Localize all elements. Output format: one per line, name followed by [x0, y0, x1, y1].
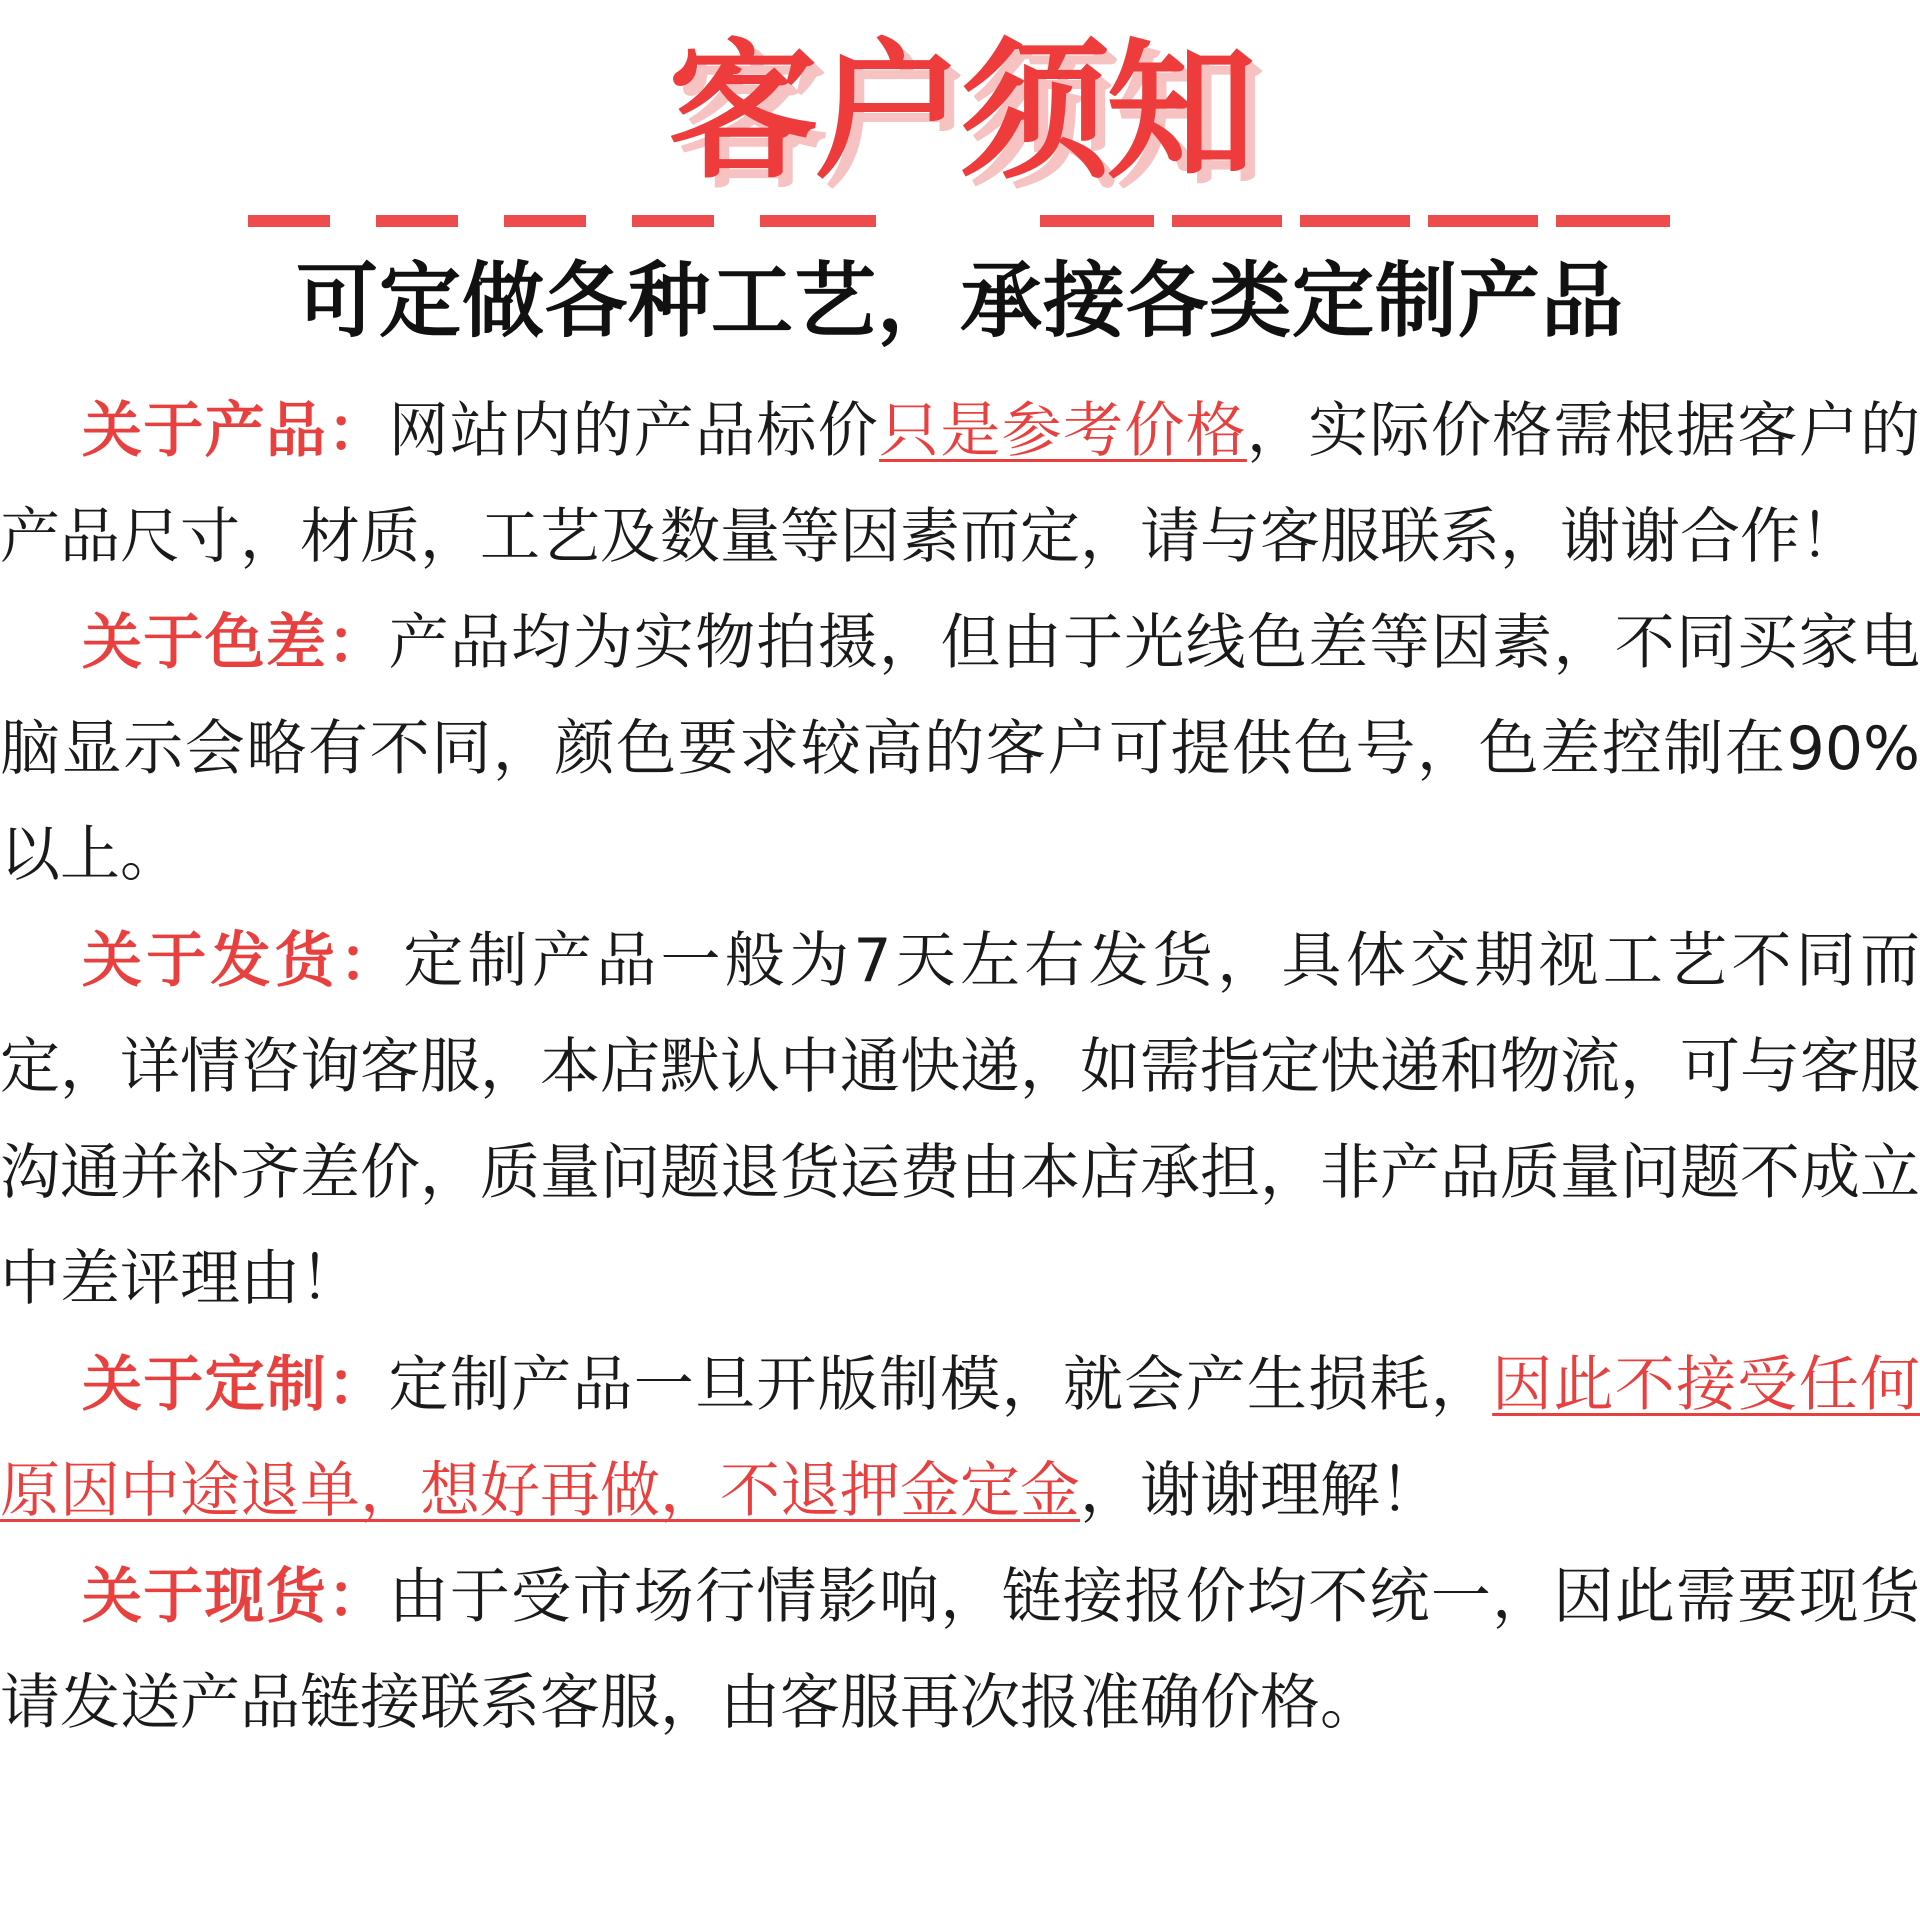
notice-section-product: [0, 378, 1920, 590]
title-divider-dash: [1172, 215, 1282, 227]
title-divider-dash: [1040, 215, 1154, 227]
notice-section-color-difference: [0, 590, 1920, 908]
section-text: 产品均为实物拍摄，但由于光线色差等因素，不同买家电脑显示会略有不同，颜色要求较高的客户可提供色号，色差控制在90%以上。: [0, 608, 1920, 890]
section-highlight: 只是参考价格: [879, 396, 1247, 466]
title-divider-dash: [504, 215, 586, 227]
section-text: 网站内的产品标价: [388, 396, 880, 466]
title-divider-dash: [632, 215, 714, 227]
title-divider-dash: [376, 215, 458, 227]
section-highlight: 因此不接受任何原因中途退单，想好再做，不退押金定金: [0, 1350, 1920, 1526]
notice-body: [0, 378, 1920, 1756]
notice-section-in-stock: [0, 1544, 1920, 1756]
title-divider-dash: [248, 215, 330, 227]
section-label: 关于定制：: [82, 1350, 389, 1420]
section-text: 定制产品一般为7天左右发货，具体交期视工艺不同而定，详情咨询客服，本店默认中通快递，如需指定快递和物流，可与客服沟通并补齐差价，质量问题退货运费由本店承担，非产品质量问题不成立中差评理由！: [0, 926, 1920, 1314]
title-divider-dash: [760, 215, 876, 227]
section-label: 关于色差：: [82, 608, 389, 678]
section-text: ，实际价格需根据客户的产品尺寸，材质，工艺及数量等因素而定，请与客服联系，谢谢合作！: [0, 396, 1920, 572]
title-divider-dash: [1300, 215, 1410, 227]
title-divider-dash: [1428, 215, 1538, 227]
page-title: 客户须知: [667, 26, 1252, 200]
section-label: 关于现货：: [82, 1562, 389, 1632]
section-label: 关于发货：: [82, 926, 404, 996]
page-subtitle: 可定做各种工艺，承接各类定制产品: [295, 254, 1624, 349]
section-text: 由于受市场行情影响，链接报价均不统一，因此需要现货请发送产品链接联系客服，由客服再次报准确价格。: [0, 1562, 1920, 1738]
notice-section-shipping: [0, 908, 1920, 1332]
section-label: 关于产品：: [82, 396, 389, 466]
section-text: 定制产品一旦开版制模，就会产生损耗，: [388, 1350, 1493, 1420]
title-divider-dash: [1556, 215, 1670, 227]
notice-section-customization: [0, 1332, 1920, 1544]
section-text: ，谢谢理解！: [1080, 1456, 1440, 1526]
